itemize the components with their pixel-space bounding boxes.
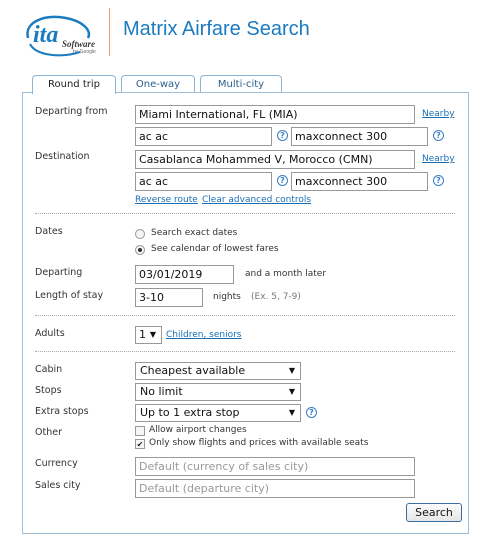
adults-select[interactable] [135,326,162,344]
section-divider [35,351,455,352]
destination-label: Destination [35,151,90,162]
stops-value: No limit [140,385,183,398]
tab-round-trip[interactable]: Round trip [32,75,116,94]
departing-label: Departing [35,267,83,278]
length-of-stay-hint: (Ex. 5, 7-9) [251,292,301,302]
length-of-stay-label: Length of stay [35,290,104,301]
extra-stops-label: Extra stops [35,406,89,417]
svg-text:ita: ita [33,22,59,48]
children-seniors-link[interactable]: Children, seniors [166,330,242,340]
search-form-panel [22,92,469,534]
chevron-down-icon: ▼ [288,387,295,396]
origin-routing-input[interactable]: ac ac [135,127,272,146]
header [0,0,489,66]
reverse-route-link[interactable]: Reverse route [135,195,198,205]
page-title: Matrix Airfare Search [123,18,310,40]
departing-from-label: Departing from [35,106,108,117]
month-later-text: and a month later [245,269,327,279]
destination-extension-input[interactable]: maxconnect 300 [291,172,428,191]
cabin-value: Cheapest available [140,364,246,377]
logo-by-google-text: by Google [73,49,96,55]
stops-select[interactable] [135,383,301,401]
logo-software-text: Software [62,39,96,49]
origin-extension-help-icon[interactable]: ? [433,130,444,141]
sales-city-input[interactable]: Default (departure city) [135,479,415,498]
available-seats-checkbox[interactable]: ✔ [136,440,144,449]
dates-label: Dates [35,226,63,237]
search-button[interactable]: Search [406,503,462,522]
search-exact-dates-radio[interactable] [135,229,145,239]
extra-stops-value: Up to 1 extra stop [140,406,240,419]
destination-input[interactable]: Casablanca Mohammed V, Morocco (CMN) [135,150,415,169]
currency-label: Currency [35,458,78,469]
allow-airport-changes-label: Allow airport changes [149,425,247,435]
allow-airport-changes-checkbox[interactable] [135,426,145,436]
currency-input[interactable]: Default (currency of sales city) [135,457,415,476]
adults-label: Adults [35,328,65,339]
extra-stops-select[interactable] [135,404,301,422]
tab-multi-city[interactable]: Multi-city [200,75,282,93]
origin-nearby-link[interactable]: Nearby [422,109,455,119]
length-of-stay-input[interactable]: 3-10 [135,288,203,307]
origin-routing-help-icon[interactable]: ? [277,130,288,141]
calendar-lowest-fares-label: See calendar of lowest fares [151,244,279,254]
departing-date-input[interactable]: 03/01/2019 [135,265,234,284]
ita-software-logo [22,12,98,60]
search-exact-dates-label: Search exact dates [151,228,238,238]
other-label: Other [35,427,62,438]
destination-nearby-link[interactable]: Nearby [422,154,455,164]
clear-advanced-controls-link[interactable]: Clear advanced controls [202,195,312,205]
sales-city-label: Sales city [35,480,81,491]
header-divider [109,8,110,56]
available-seats-label: Only show flights and prices with available seats [149,438,369,448]
cabin-select[interactable] [135,362,301,380]
destination-routing-help-icon[interactable]: ? [277,175,288,186]
chevron-down-icon: ▼ [288,366,295,375]
chevron-down-icon: ▼ [288,408,295,417]
section-divider [35,213,455,214]
destination-routing-input[interactable]: ac ac [135,172,272,191]
tab-one-way[interactable]: One-way [121,75,195,93]
destination-extension-help-icon[interactable]: ? [433,175,444,186]
section-divider [35,315,455,316]
cabin-label: Cabin [35,364,63,375]
extra-stops-help-icon[interactable]: ? [306,407,317,418]
chevron-down-icon: ▼ [149,330,156,339]
stops-label: Stops [35,385,62,396]
origin-extension-input[interactable]: maxconnect 300 [291,127,428,146]
calendar-lowest-fares-radio[interactable] [135,245,145,255]
adults-value: 1 [139,328,146,341]
nights-text: nights [213,292,241,302]
origin-input[interactable]: Miami International, FL (MIA) [135,105,415,124]
